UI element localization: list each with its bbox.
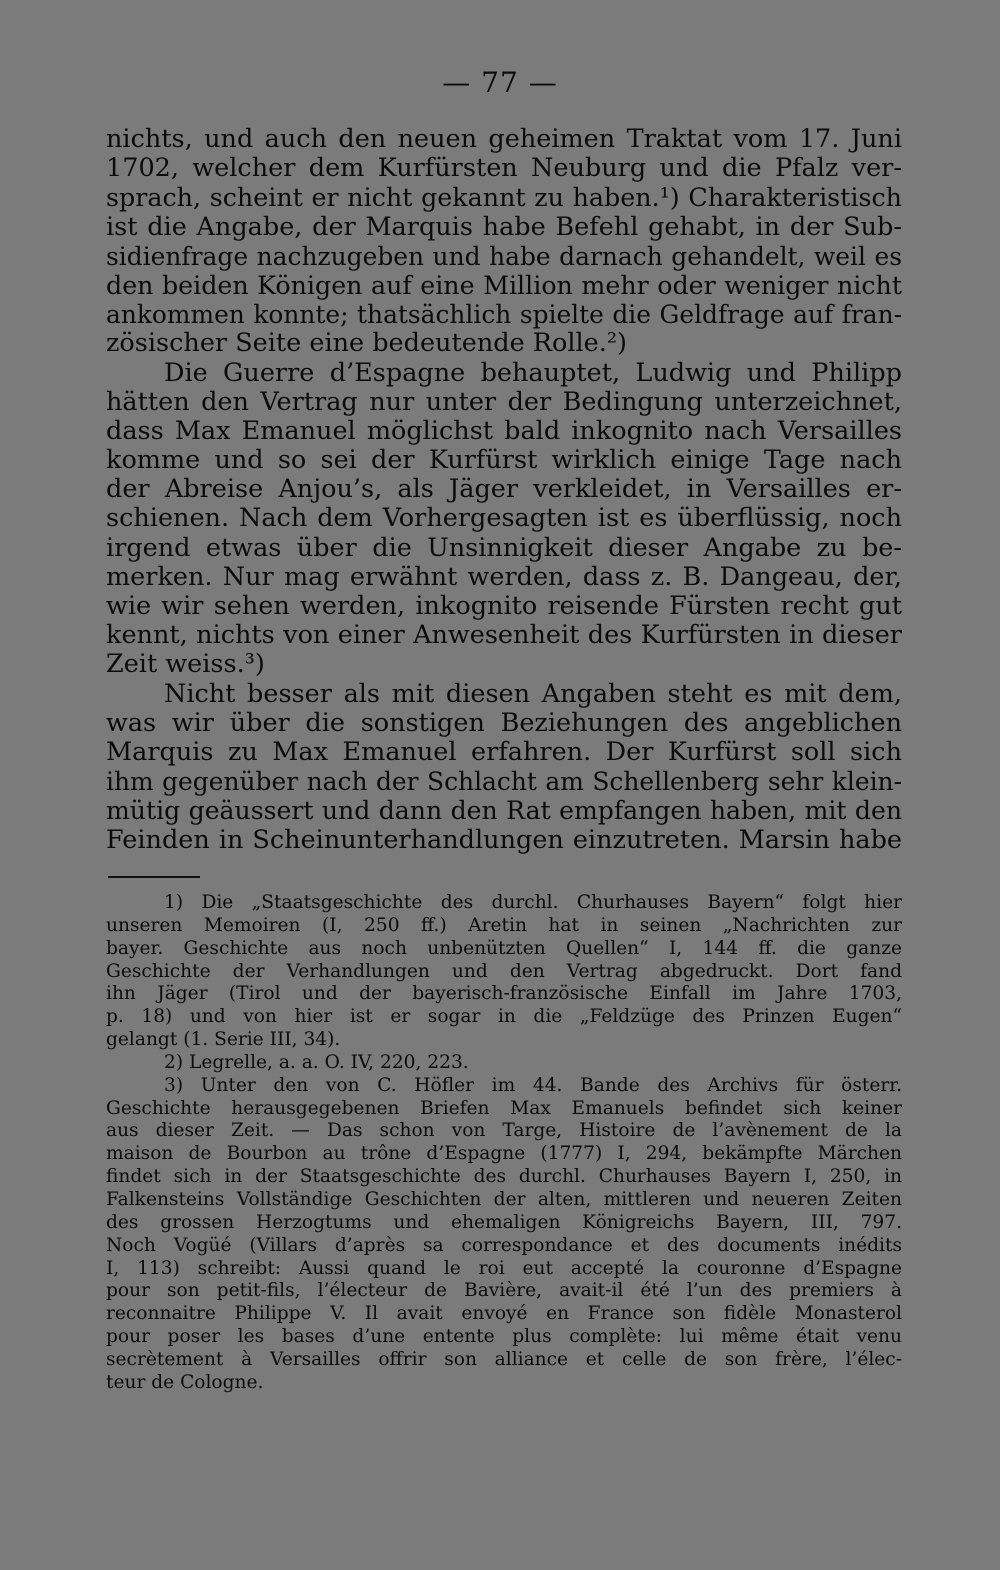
footnote-line: bayer. Geschichte aus noch unbenützten Quellen“ I, 144 ff. die ganze [106, 937, 902, 959]
text-line: Marquis zu Max Emanuel erfahren. Der Kurfürst soll sich [106, 737, 902, 767]
footnote-line: reconnaitre Philippe V. Il avait envoyé en France son fidèle Monasterol [106, 1303, 902, 1325]
footnote-line: 3) Unter den von C. Höfler im 44. Bande des Archivs für österr. [164, 1074, 902, 1096]
text-line: ist die Angabe, der Marquis habe Befehl gehabt, in der Sub- [106, 212, 902, 242]
text-line: dass Max Emanuel möglichst bald inkognito nach Versailles [106, 416, 902, 446]
footnote-line: pour son petit-fils, l’électeur de Bavière, avait-il été l’un des premiers à [106, 1280, 902, 1302]
footnote-line: Geschichte herausgegebenen Briefen Max Emanuels befindet sich keiner [106, 1097, 902, 1119]
footnote-line: teur de Cologne. [106, 1371, 264, 1393]
text-line: hätten den Vertrag nur unter der Bedingung unterzeichnet, [106, 387, 902, 417]
text-line: sprach, scheint er nicht gekannt zu haben.¹) Charakteristisch [106, 183, 902, 213]
footnote-line: gelangt (1. Serie III, 34). [106, 1029, 341, 1051]
footnote-line: 1) Die „Staatsgeschichte des durchl. Churhauses Bayern“ folgt hier [164, 892, 902, 913]
text-line: merken. Nur mag erwähnt werden, dass z. B. Dangeau, der, [106, 562, 902, 592]
footnote-line: aus dieser Zeit. — Das schon von Targe, Histoire de l’avènement de la [106, 1120, 902, 1142]
page-number: — 77 — [442, 66, 558, 99]
footnote-line: secrètement à Versailles offrir son alliance et celle de son frère, l’élec- [106, 1348, 902, 1370]
text-line: Feinden in Scheinunterhandlungen einzutreten. Marsin habe [106, 825, 902, 855]
footnote-line: Noch Vogüé (Villars d’après sa correspondance et des documents inédits [106, 1234, 902, 1256]
text-line: ihm gegenüber nach der Schlacht am Schellenberg sehr klein- [106, 767, 902, 797]
footnote-line: 2) Legrelle, a. a. O. IV, 220, 223. [164, 1051, 469, 1073]
text-line: sidienfrage nachzugeben und habe darnach gehandelt, weil es [106, 241, 902, 271]
footnote-line: ihn Jäger (Tirol und der bayerisch-französische Einfall im Jahre 1703, [106, 983, 902, 1005]
footnote-line: Geschichte der Verhandlungen und den Vertrag abgedruckt. Dort fand [106, 960, 902, 982]
text-line: Die Guerre d’Espagne behauptet, Ludwig und Philipp [164, 358, 902, 388]
text-line: der Abreise Anjou’s, als Jäger verkleidet, in Versailles er- [106, 475, 902, 505]
footnote-line: maison de Bourbon au trône d’Espagne (1777) I, 294, bekämpfte Märchen [106, 1143, 902, 1165]
text-line: wie wir sehen werden, inkognito reisende Fürsten recht gut [106, 592, 902, 621]
text-line: 1702, welcher dem Kurfürsten Neuburg und die Pfalz ver- [106, 154, 902, 184]
text-line: kennt, nichts von einer Anwesenheit des Kurfürsten in dieser [106, 621, 902, 651]
footnote-line: findet sich in der Staatsgeschichte des durchl. Churhauses Bayern I, 250, in [106, 1166, 902, 1188]
text-line: mütig geäussert und dann den Rat empfangen haben, mit den [106, 796, 902, 826]
footnote-line: pour poser les bases d’une entente plus complète: lui même était venu [106, 1326, 902, 1348]
footnote-line: unseren Memoiren (I, 250 ff.) Aretin hat in seinen „Nachrichten zur [106, 914, 902, 936]
text-line: ankommen konnte; thatsächlich spielte die Geldfrage auf fran- [106, 300, 902, 330]
footnote-line: I, 113) schreibt: Aussi quand le roi eut accepté la couronne d’Espagne [106, 1257, 902, 1279]
text-line: zösischer Seite eine bedeutende Rolle.²) [106, 329, 627, 359]
text-line: komme und so sei der Kurfürst wirklich einige Tage nach [106, 446, 902, 476]
text-line: irgend etwas über die Unsinnigkeit dieser Angabe zu be- [106, 533, 902, 563]
text-line: den beiden Königen auf eine Million mehr oder weniger nicht [106, 270, 902, 300]
footnote-line: des grossen Herzogtums und ehemaligen Königreichs Bayern, III, 797. [106, 1211, 902, 1233]
text-line: schienen. Nach dem Vorhergesagten ist es überflüssig, noch [106, 504, 902, 534]
text-line: nichts, und auch den neuen geheimen Traktat vom 17. Juni [106, 125, 902, 154]
footnote-divider [108, 876, 200, 878]
main-text [106, 125, 902, 855]
footnote-line: Falkensteins Vollständige Geschichten der alten, mittleren und neueren Zeiten [106, 1188, 902, 1210]
footnote-line: p. 18) und von hier ist er sogar in die „Feldzüge des Prinzen Eugen“ [106, 1006, 902, 1028]
text-line: Zeit weiss.³) [106, 650, 265, 680]
footnotes [106, 892, 902, 1395]
text-line: was wir über die sonstigen Beziehungen des angeblichen [106, 708, 902, 738]
text-line: Nicht besser als mit diesen Angaben steht es mit dem, [164, 679, 902, 709]
